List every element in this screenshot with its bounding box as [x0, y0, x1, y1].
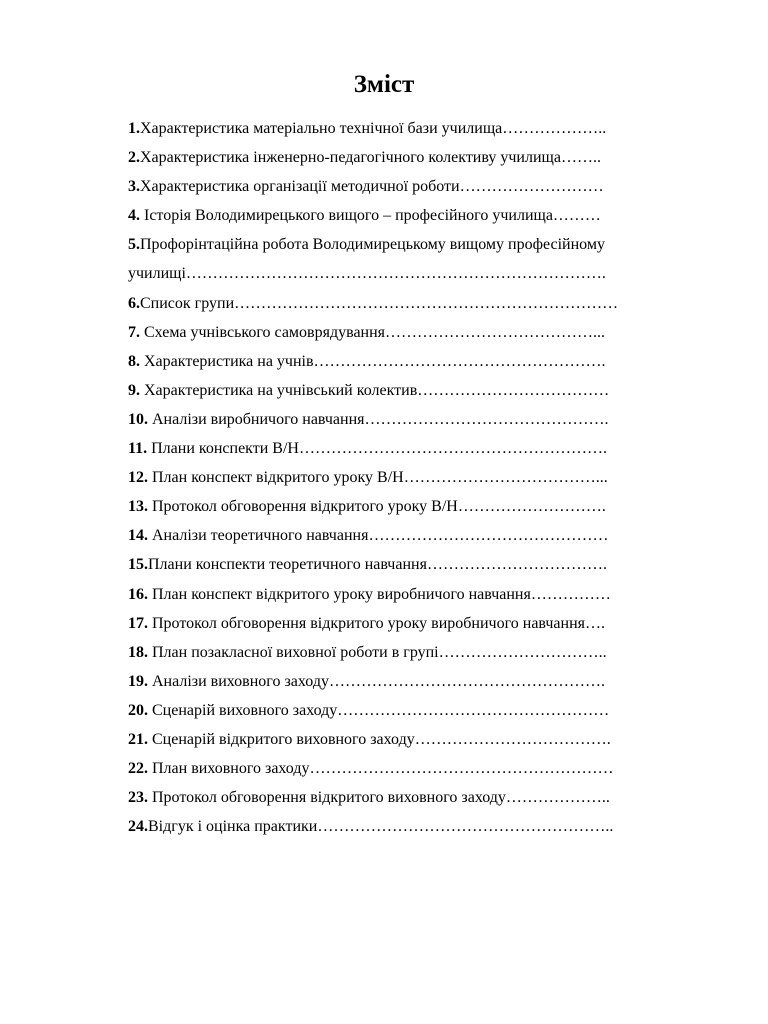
toc-entry-text: Історія Володимирецького вищого – професійного училища………	[140, 207, 601, 225]
toc-entry-text: План конспект відкритого уроку В/Н………………………………...	[148, 469, 608, 487]
toc-entry-number: 5.	[128, 236, 140, 254]
toc-entry-text: Характеристика на учнівський колектив………………………………	[140, 381, 610, 399]
toc-entry	[128, 289, 688, 318]
toc-entry-text: Список групи………………………………………………………………	[140, 294, 619, 312]
toc-entry-text: Протокол обговорення відкритого виховного заходу………………..	[148, 789, 610, 807]
toc-entry	[128, 463, 688, 492]
toc-entry-text: Схема учнівського самоврядування…………………………………...	[140, 323, 606, 341]
toc-entry-number: 19.	[128, 672, 148, 690]
toc-entry-number: 3.	[128, 178, 140, 196]
toc-entry-number: 9.	[128, 381, 140, 399]
toc-entry	[128, 143, 688, 172]
toc-entry-number: 7.	[128, 323, 140, 341]
toc-entry	[128, 725, 688, 754]
toc-entry	[128, 783, 688, 812]
toc-entry-number: 24.	[128, 818, 148, 836]
toc-entry-text: Аналізи виробничого навчання……………………………………….	[148, 410, 609, 428]
toc-entry-number: 20.	[128, 701, 148, 719]
toc-entry-number: 2.	[128, 149, 140, 167]
toc-entry-text: Аналізи виховного заходу…………………………………………….	[148, 672, 605, 690]
toc-entry-text: Аналізи теоретичного навчання………………………………………	[148, 527, 609, 545]
toc-entry-text: Сценарій виховного заходу……………………………………………	[148, 701, 610, 719]
toc-entry-number: 4.	[128, 207, 140, 225]
toc-entry-text: Плани конспекти В/Н………………………………………………….	[147, 440, 607, 458]
toc-entry	[128, 376, 688, 405]
toc-entry-number: 12.	[128, 469, 148, 487]
toc-entry-text: Характеристика організації методичної роботи………………………	[140, 178, 604, 196]
toc-entry-number: 10.	[128, 410, 148, 428]
toc-entry	[128, 550, 688, 579]
toc-entry-number: 15.	[128, 556, 148, 574]
page-title: Зміст	[353, 71, 415, 98]
toc-entry-text: Характеристика матеріально технічної бази училища………………..	[140, 120, 607, 137]
toc-entry-number: 18.	[128, 643, 148, 661]
toc-entry	[128, 172, 688, 201]
toc-entry-text: План конспект відкритого уроку виробничого навчання……………	[148, 585, 611, 603]
toc-entry-number: 14.	[128, 527, 148, 545]
toc-entry-number: 21.	[128, 730, 148, 748]
toc-entry	[128, 638, 688, 667]
toc-entry	[128, 580, 688, 609]
toc-entry-text: Характеристика інженерно-педагогічного колективу училища……..	[140, 149, 601, 167]
toc-entry	[128, 434, 688, 463]
toc-entry	[128, 492, 688, 521]
toc-entry	[128, 667, 688, 696]
toc-entry-number: 23.	[128, 789, 148, 807]
toc-entry-number: 13.	[128, 498, 148, 516]
toc-entry-text: Плани конспекти теоретичного навчання…………………………….	[148, 556, 607, 574]
toc-entry	[128, 259, 688, 288]
toc-entry-number: 11.	[128, 440, 148, 458]
toc-entry	[128, 347, 688, 376]
toc-entry-text: Протокол обговорення відкритого уроку виробничого навчання….	[148, 614, 605, 632]
table-of-contents	[128, 114, 688, 841]
toc-entry-text: Характеристика на учнів……………………………………………….	[140, 352, 606, 370]
toc-entry	[128, 405, 688, 434]
toc-entry-text: Сценарій відкритого виховного заходу……………………………….	[148, 730, 611, 748]
toc-entry	[128, 318, 688, 347]
toc-entry-text: Протокол обговорення відкритого уроку В/Н……………………….	[148, 498, 606, 516]
toc-entry-number: 8.	[128, 352, 140, 370]
toc-entry	[128, 521, 688, 550]
toc-entry-text: План виховного заходу…………………………………………………	[148, 760, 614, 778]
toc-entry-text: Відгук і оцінка практики………………………………………………..	[148, 818, 614, 836]
toc-entry-number: 6.	[128, 294, 140, 312]
toc-entry	[128, 812, 688, 841]
toc-entry	[128, 201, 688, 230]
toc-entry	[128, 230, 688, 259]
toc-entry	[128, 609, 688, 638]
toc-entry	[128, 754, 688, 783]
toc-entry-number: 17.	[128, 614, 148, 632]
toc-entry-text: План позакласної виховної роботи в групі…………………………..	[148, 643, 607, 661]
toc-entry-number: 16.	[128, 585, 148, 603]
toc-entry-number: 22.	[128, 760, 148, 778]
toc-entry-text: Профорінтаційна робота Володимирецькому вищому професійному	[140, 236, 605, 254]
toc-entry-number: 1.	[128, 120, 140, 137]
toc-entry	[128, 696, 688, 725]
toc-entry	[128, 114, 688, 143]
toc-entry-text: училищі…………………………………………………………………….	[128, 265, 606, 283]
